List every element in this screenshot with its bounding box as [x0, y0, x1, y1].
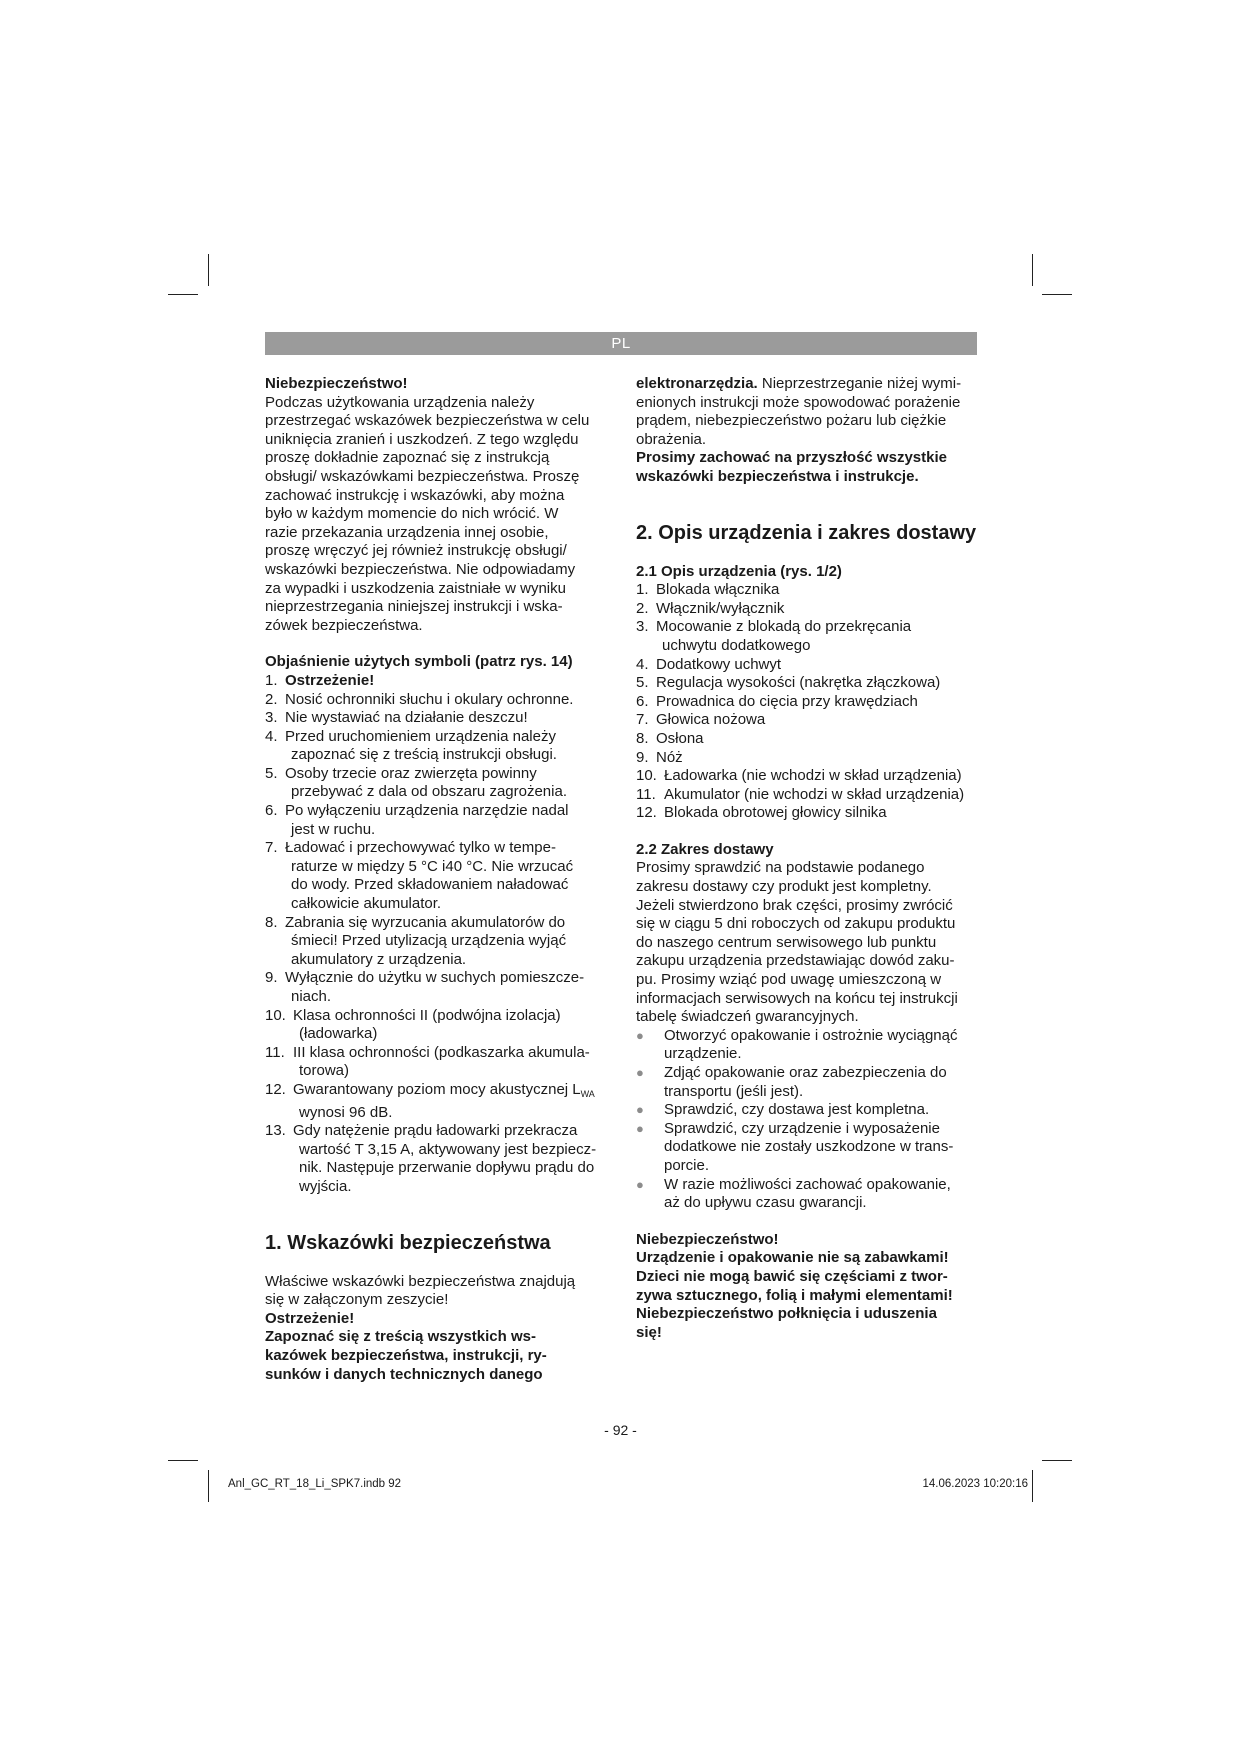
- list-text: [656, 711, 981, 730]
- list-text: [285, 691, 610, 710]
- list-text: [664, 786, 981, 805]
- list-number: 5.: [265, 764, 278, 782]
- part-item: [636, 656, 981, 675]
- text-line: dodatkowe nie zostały uszkodzone w trans-: [664, 1138, 954, 1156]
- bullet-icon: ●: [636, 1027, 644, 1043]
- delivery-checklist: [636, 1027, 981, 1213]
- list-text: [656, 749, 981, 768]
- continued-rest: Nieprzestrzeganie niżej wymi-: [757, 375, 962, 392]
- list-number: 13.: [265, 1122, 286, 1140]
- text-line: Gdy natężenie prądu ładowarki przekracza: [293, 1122, 578, 1140]
- crop-mark: [168, 1460, 198, 1461]
- footer-timestamp: 14.06.2023 10:20:16: [922, 1478, 1028, 1490]
- subscript: WA: [580, 1088, 595, 1099]
- part-item: [636, 767, 981, 786]
- list-number: 8.: [265, 913, 278, 931]
- list-text: [656, 693, 981, 712]
- text-line: III klasa ochronności (podkaszarka akumula-: [293, 1043, 590, 1061]
- symbol-item: [265, 1007, 610, 1044]
- list-text: [664, 804, 981, 823]
- checklist-item: [636, 1101, 981, 1120]
- list-text: [664, 1027, 981, 1064]
- list-text: [285, 839, 610, 913]
- list-number: 10.: [265, 1006, 286, 1024]
- parts-list: [636, 581, 981, 823]
- part-item: [636, 730, 981, 749]
- crop-mark: [1032, 1470, 1033, 1502]
- text-line: wartość T 3,15 A, aktywowany jest bezpiecz-: [299, 1140, 597, 1158]
- part-item: [636, 600, 981, 619]
- list-text: [664, 1120, 981, 1176]
- text-line: się!: [636, 1323, 662, 1341]
- text-line: W razie możliwości zachować opakowanie,: [664, 1175, 951, 1193]
- text-line: niach.: [291, 988, 332, 1005]
- text-line: transportu (jeśli jest).: [664, 1082, 804, 1100]
- text-line: Ładowarka (nie wchodzi w skład urządzenia): [664, 767, 962, 785]
- text-line: zakresu dostawy czy produkt jest kompletny.: [636, 878, 932, 896]
- list-number: 4.: [265, 727, 278, 745]
- list-text: [664, 1176, 981, 1213]
- text-line: zywa sztucznego, folią i małymi elementami!: [636, 1286, 953, 1304]
- part-item: [636, 711, 981, 730]
- list-text: [293, 1044, 610, 1081]
- list-number: 9.: [265, 969, 278, 987]
- crop-mark: [168, 294, 198, 295]
- symbol-item: [265, 1122, 610, 1196]
- crop-mark: [1042, 1460, 1072, 1461]
- text-line: przebywać z dala od obszaru zagrożenia.: [291, 783, 567, 801]
- text-line: Prosimy zachować na przyszłość wszystkie: [636, 449, 947, 467]
- list-number: 6.: [636, 692, 649, 710]
- text-line: razie przekazania urządzenia innej osobie,: [265, 523, 549, 541]
- text-line: akumulatory z urządzenia.: [291, 950, 467, 968]
- list-text: [664, 767, 981, 786]
- symbols-list: [265, 672, 610, 1197]
- language-header-bar: [265, 332, 977, 355]
- list-text: [293, 1122, 610, 1196]
- section-1-title: 1. Wskazówki bezpieczeństwa: [265, 1231, 551, 1254]
- symbol-item: [265, 914, 610, 970]
- text-line: Dodatkowy uchwyt: [656, 655, 782, 673]
- symbol-item: [265, 969, 610, 1006]
- crop-mark: [1042, 294, 1072, 295]
- list-number: 7.: [265, 839, 278, 857]
- part-item: [636, 674, 981, 693]
- list-number: 11.: [636, 785, 656, 803]
- text-line: tabelę świadczeń gwarancyjnych.: [636, 1008, 859, 1026]
- symbols-title: Objaśnienie użytych symboli (patrz rys. 14): [265, 653, 573, 671]
- warning-text: [265, 1328, 610, 1384]
- keep-instructions-text: [636, 449, 981, 486]
- text-line: wskazówki bezpieczeństwa i instrukcje.: [636, 467, 919, 485]
- list-number: 2.: [636, 599, 649, 617]
- list-number: 11.: [265, 1043, 285, 1061]
- list-number: 12.: [636, 804, 657, 822]
- language-label: PL: [611, 335, 631, 352]
- left-column: [265, 375, 610, 1384]
- text-line: obrażenia.: [636, 430, 707, 448]
- warning-label: Ostrzeżenie!: [265, 1309, 355, 1327]
- text-line: Wyłącznie do użytku w suchych pomieszcze-: [285, 969, 585, 987]
- text-line: Zdjąć opakowanie oraz zabezpieczenia do: [664, 1064, 947, 1081]
- text-line: Osoby trzecie oraz zwierzęta powinny: [285, 764, 537, 782]
- symbol-item: [265, 765, 610, 802]
- text-line: do naszego centrum serwisowego lub punktu: [636, 933, 937, 951]
- part-item: [636, 786, 981, 805]
- list-number: 4.: [636, 655, 649, 673]
- bullet-icon: ●: [636, 1065, 644, 1080]
- text-line: Osłona: [656, 729, 704, 747]
- text-line: Prosimy sprawdzić na podstawie podanego: [636, 859, 925, 877]
- list-number: 10.: [636, 767, 657, 785]
- text-line: Włącznik/wyłącznik: [656, 599, 785, 617]
- text-line: Sprawdzić, czy dostawa jest kompletna.: [664, 1101, 930, 1119]
- continued-bold: elektronarzędzia.: [636, 375, 758, 392]
- list-text: [656, 618, 981, 655]
- text-line: jest w ruchu.: [291, 820, 376, 838]
- text-line: przestrzegać wskazówek bezpieczeństwa w celu: [265, 412, 590, 430]
- text-line: Sprawdzić, czy urządzenie i wyposażenie: [664, 1119, 940, 1137]
- symbol-item: [265, 1081, 610, 1122]
- crop-mark: [1032, 254, 1033, 286]
- symbol-item: [265, 709, 610, 728]
- text-line: Dzieci nie mogą bawić się częściami z twor-: [636, 1267, 948, 1285]
- crop-mark: [208, 1470, 209, 1502]
- text-line: Ładować i przechowywać tylko w tempe-: [285, 839, 556, 857]
- text-line: Zapoznać się z treścią wszystkich ws-: [265, 1328, 536, 1346]
- continued-paragraph: [636, 394, 981, 450]
- text-line: całkowicie akumulator.: [291, 895, 442, 913]
- list-text: [293, 1007, 610, 1044]
- text-line: Właściwe wskazówki bezpieczeństwa znajdują: [265, 1272, 576, 1290]
- text-line: aż do upływu czasu gwarancji.: [664, 1194, 867, 1212]
- footer-file-name: Anl_GC_RT_18_Li_SPK7.indb 92: [228, 1478, 402, 1490]
- text-line: uniknięcia zranień i uszkodzeń. Z tego względu: [265, 430, 579, 448]
- list-number: 7.: [636, 711, 649, 729]
- text-line: enionych instrukcji może spowodować porażenie: [636, 393, 961, 411]
- list-text: [656, 656, 981, 675]
- list-text: [293, 1081, 610, 1122]
- text-line: wyjścia.: [299, 1177, 352, 1195]
- text-line: Prowadnica do cięcia przy krawędziach: [656, 692, 918, 710]
- text-line: zówek bezpieczeństwa.: [265, 616, 423, 634]
- continued-paragraph-first-line: [636, 375, 981, 394]
- text-line: prądem, niebezpieczeństwo pożaru lub ciężkie: [636, 412, 947, 430]
- text-line: urządzenie.: [664, 1045, 742, 1063]
- text-line: śmieci! Przed utylizacją urządzenia wyjąć: [291, 932, 567, 950]
- part-item: [636, 693, 981, 712]
- part-item: [636, 581, 981, 600]
- text-line: do wody. Przed składowaniem naładować: [291, 876, 569, 894]
- subsection-2-1-title: 2.1 Opis urządzenia (rys. 1/2): [636, 562, 842, 580]
- bullet-icon: ●: [636, 1102, 644, 1118]
- text-line: raturze w między 5 °C i40 °C. Nie wrzucać: [291, 857, 574, 875]
- list-text: [285, 765, 610, 802]
- symbol-item: [265, 728, 610, 765]
- crop-mark: [208, 254, 209, 286]
- list-text: [285, 802, 610, 839]
- list-text: [656, 674, 981, 693]
- section-2-title: 2. Opis urządzenia i zakres dostawy: [636, 521, 977, 544]
- text-line: zakupu urządzenia przedstawiając dowód zaku-: [636, 952, 955, 970]
- list-number: 6.: [265, 802, 278, 820]
- text-line: Głowica nożowa: [656, 711, 766, 729]
- danger-2-title: Niebezpieczeństwo!: [636, 1230, 779, 1248]
- text-line: Nie wystawiać na działanie deszczu!: [285, 709, 528, 727]
- text-line: nik. Następuje przerwanie dopływu prądu do: [299, 1159, 595, 1177]
- checklist-item: [636, 1064, 981, 1101]
- part-item: [636, 804, 981, 823]
- danger-paragraph: [265, 394, 610, 636]
- text-line: Blokada włącznika: [656, 581, 780, 599]
- text-line: Przed uruchomieniem urządzenia należy: [285, 727, 556, 745]
- right-column: [636, 375, 981, 1342]
- text-line: obsługi/ wskazówkami bezpieczeństwa. Proszę: [265, 467, 580, 485]
- text-line: Jeżeli stwierdzono brak części, prosimy zwrócić: [636, 896, 953, 914]
- text-line: Klasa ochronności II (podwójna izolacja): [293, 1006, 561, 1024]
- text-line: Regulacja wysokości (nakrętka złączkowa): [656, 674, 941, 692]
- text-line: sunków i danych technicznych danego: [265, 1365, 543, 1383]
- symbol-item: [265, 672, 610, 691]
- symbol-item: [265, 802, 610, 839]
- text-line: Gwarantowany poziom mocy akustycznej $L_{WA}$: [293, 1080, 595, 1099]
- text-line: torowa): [299, 1062, 350, 1080]
- text-line: (ładowarka): [299, 1025, 378, 1043]
- text-line: Akumulator (nie wchodzi w skład urządzenia): [664, 785, 965, 803]
- text-line: wynosi 96 dB.: [299, 1103, 393, 1121]
- checklist-item: [636, 1027, 981, 1064]
- text-line: kazówek bezpieczeństwa, instrukcji, ry-: [265, 1346, 547, 1364]
- list-number: 5.: [636, 674, 649, 692]
- list-text: [285, 969, 610, 1006]
- section-1-text: [265, 1273, 610, 1310]
- list-number: 2.: [265, 690, 278, 708]
- list-number: 12.: [265, 1080, 286, 1098]
- list-text: [656, 600, 981, 619]
- bullet-icon: ●: [636, 1120, 644, 1136]
- text-line: Nosić ochronniki słuchu i okulary ochronne.: [285, 690, 574, 708]
- list-text: [664, 1101, 981, 1120]
- text-line: zachować instrukcję i wskazówki, aby można: [265, 486, 565, 504]
- text-line: się w załączonym zeszycie!: [265, 1291, 449, 1309]
- part-item: [636, 618, 981, 655]
- text-line: Zabrania się wyrzucania akumulatorów do: [285, 913, 566, 931]
- checklist-item: [636, 1176, 981, 1213]
- text-line: Urządzenie i opakowanie nie są zabawkami!: [636, 1249, 949, 1267]
- list-number: 1.: [265, 671, 278, 689]
- text-line: Niebezpieczeństwo połknięcia i uduszenia: [636, 1305, 937, 1323]
- text-line: wskazówki bezpieczeństwa. Nie odpowiadamy: [265, 560, 576, 578]
- text-line: zapoznać się z treścią instrukcji obsługi.: [291, 746, 557, 764]
- part-item: [636, 749, 981, 768]
- text-line: proszę wręczyć jej również instrukcję obsługi/: [265, 542, 567, 560]
- page-number: - 92 -: [604, 1422, 637, 1438]
- list-text: [664, 1064, 981, 1101]
- danger-2-text: [636, 1249, 981, 1342]
- text-line: Mocowanie z blokadą do przekręcania: [656, 618, 912, 636]
- list-text: [285, 709, 610, 728]
- text-line: za wypadki i uszkodzenia zaistniałe w wyniku: [265, 579, 566, 597]
- text-line: było w każdym momencie do nich wrócić. W: [265, 505, 559, 523]
- text-line: informacjach serwisowych na końcu tej instrukcji: [636, 989, 958, 1007]
- list-text: [656, 730, 981, 749]
- symbol-item: [265, 691, 610, 710]
- list-number: 3.: [265, 709, 278, 727]
- list-number: 8.: [636, 729, 649, 747]
- symbol-item: [265, 839, 610, 913]
- text-line: nieprzestrzegania niniejszej instrukcji i wska-: [265, 598, 563, 616]
- list-text: [285, 914, 610, 970]
- bullet-icon: ●: [636, 1176, 644, 1192]
- text-line: Ostrzeżenie!: [285, 671, 375, 689]
- text-line: się w ciągu 5 dni roboczych od zakupu produktu: [636, 915, 956, 933]
- text-line: Nóż: [656, 748, 683, 766]
- list-number: 3.: [636, 618, 649, 636]
- list-text: [285, 728, 610, 765]
- text-line: Po wyłączeniu urządzenia narzędzie nadal: [285, 802, 569, 820]
- list-number: 1.: [636, 581, 649, 599]
- delivery-paragraph: [636, 859, 981, 1026]
- list-text: [656, 581, 981, 600]
- text-line: pu. Prosimy wziąć pod uwagę umieszczoną w: [636, 971, 942, 989]
- text-line: Otworzyć opakowanie i ostrożnie wyciągnąć: [664, 1026, 958, 1044]
- list-number: 9.: [636, 748, 649, 766]
- text-line: porcie.: [664, 1156, 710, 1174]
- danger-title: Niebezpieczeństwo!: [265, 375, 408, 392]
- text-line: Podczas użytkowania urządzenia należy: [265, 393, 535, 411]
- text-line: uchwytu dodatkowego: [662, 636, 811, 654]
- symbol-item: [265, 1044, 610, 1081]
- checklist-item: [636, 1120, 981, 1176]
- subsection-2-2-title: 2.2 Zakres dostawy: [636, 840, 774, 858]
- text-line: Blokada obrotowej głowicy silnika: [664, 804, 887, 822]
- text-line: proszę dokładnie zapoznać się z instrukcją: [265, 449, 550, 467]
- list-text: [285, 672, 610, 691]
